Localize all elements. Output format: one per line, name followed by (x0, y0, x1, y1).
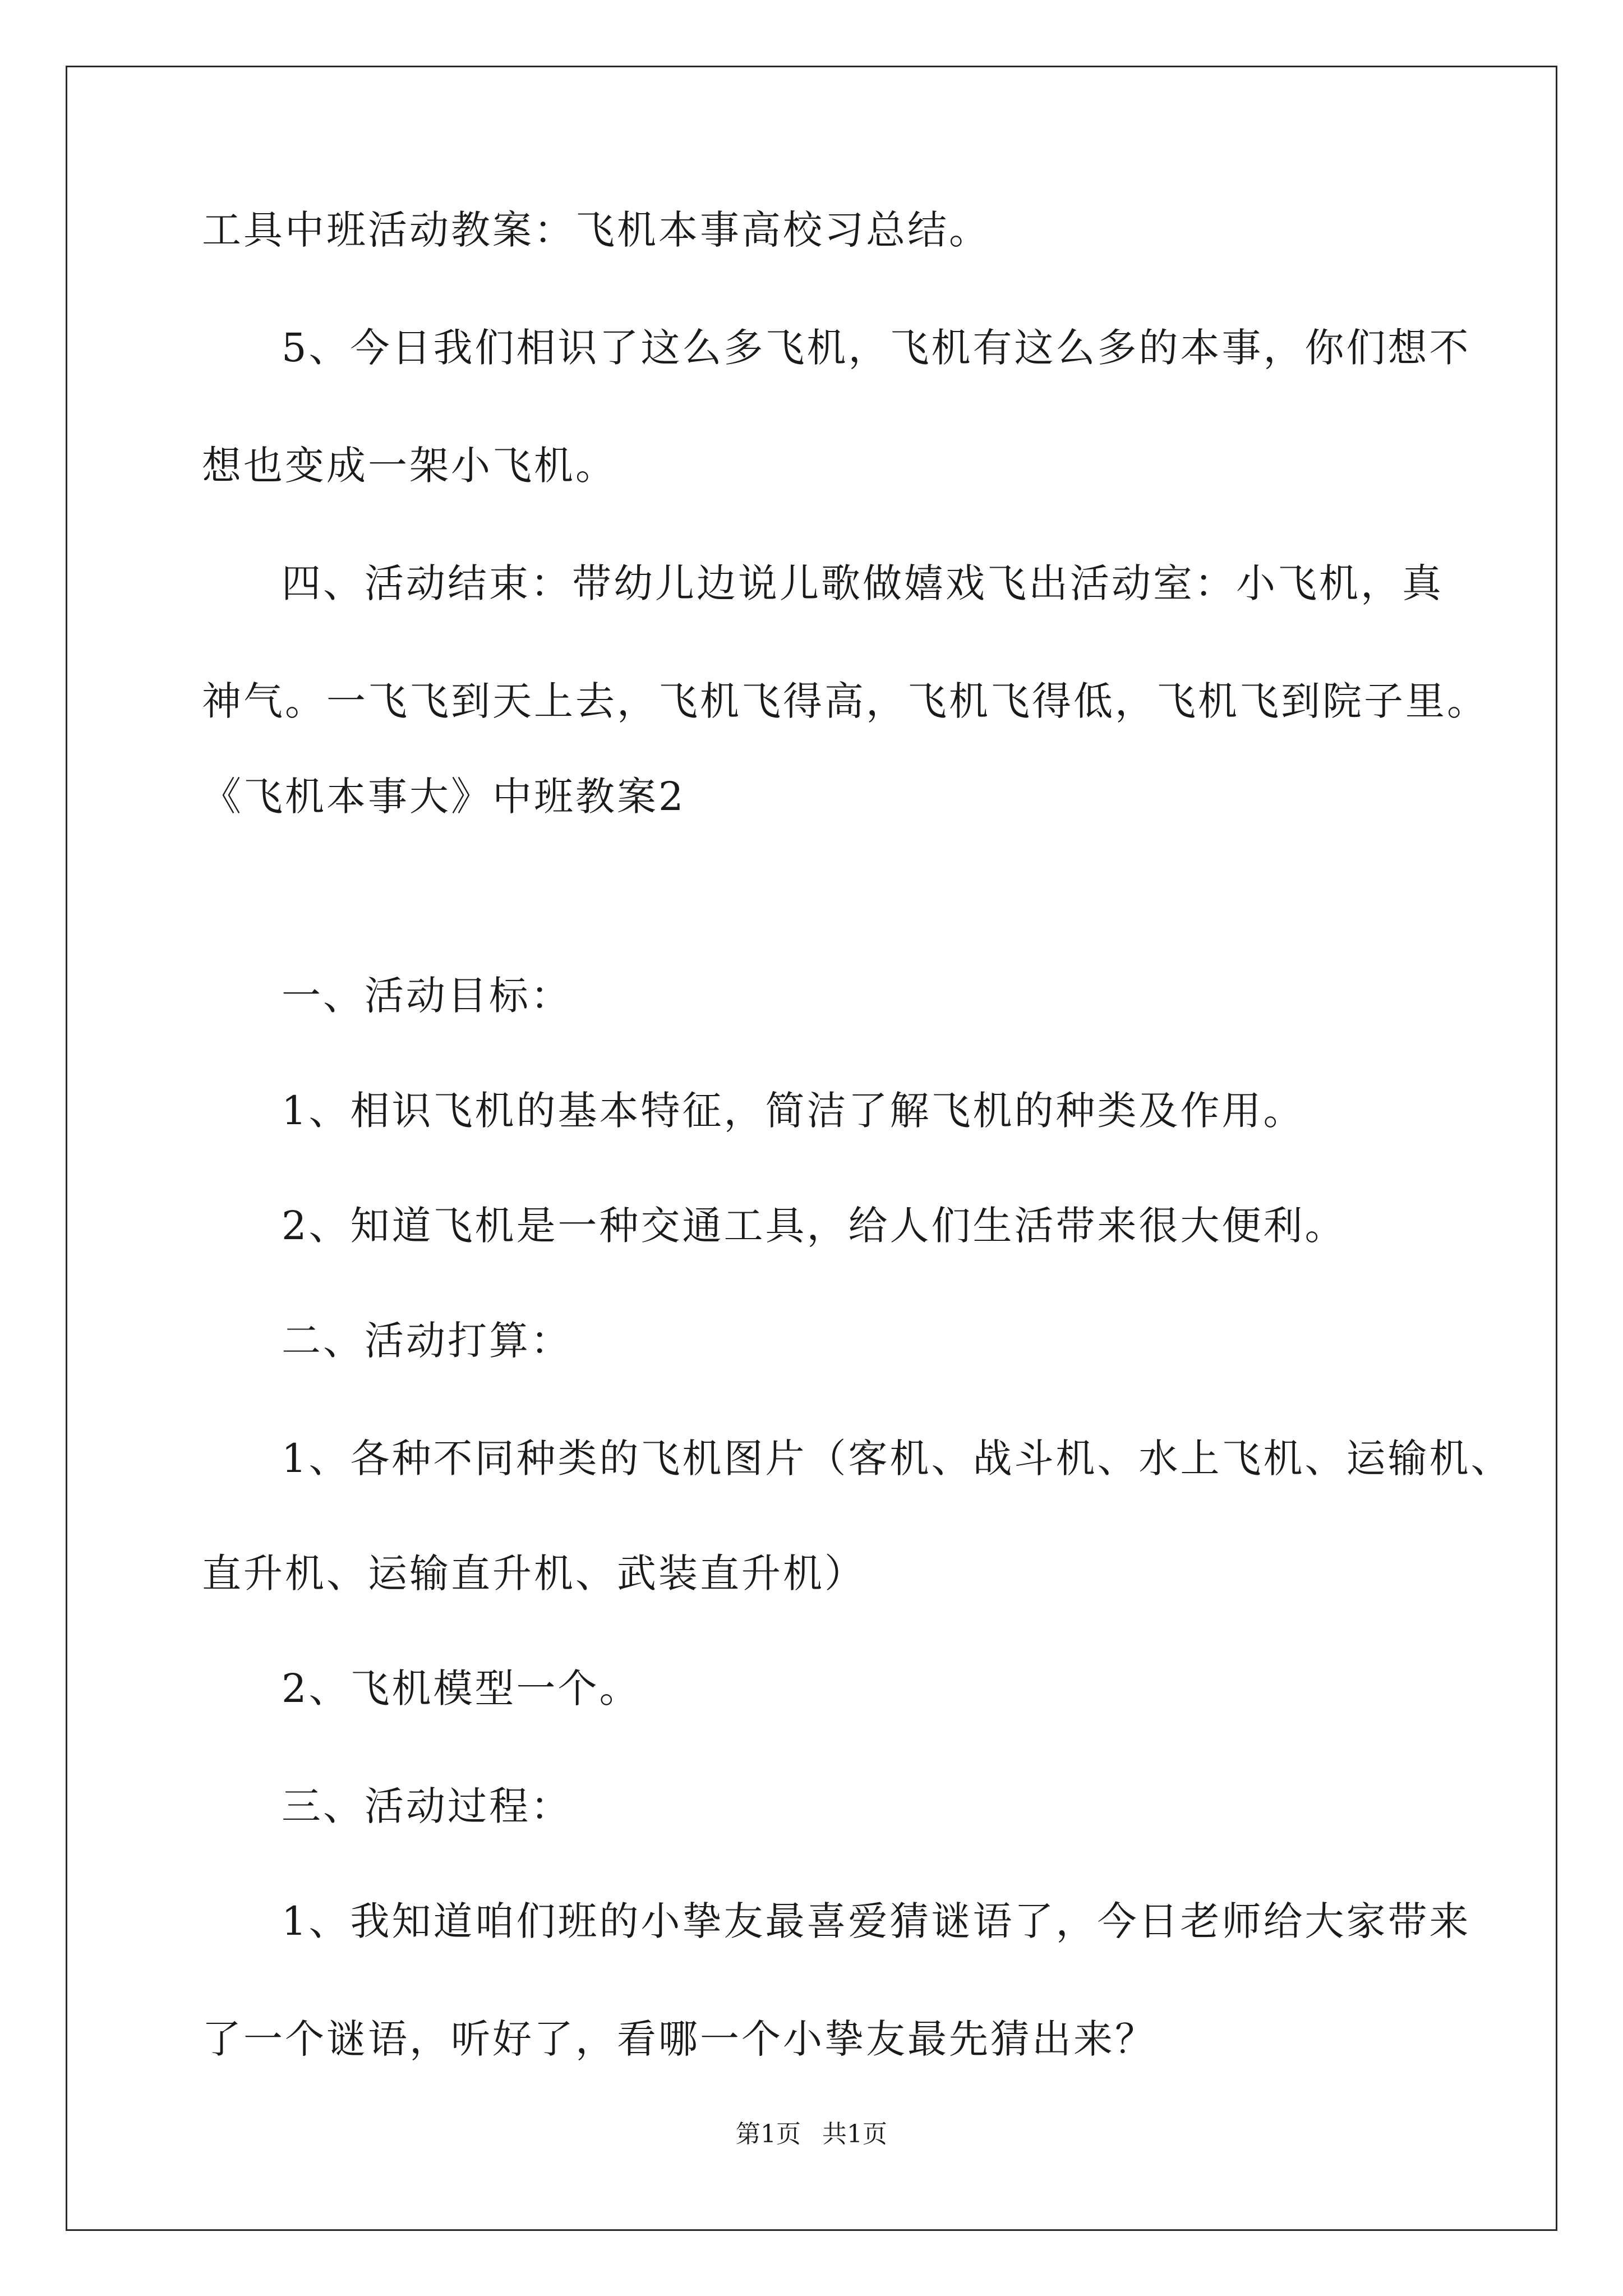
paragraph-line: 2、飞机模型一个。 (282, 1665, 641, 1711)
paragraph-line: 2、知道飞机是一种交通工具，给人们生活带来很大便利。 (282, 1203, 1347, 1249)
paragraph-line: 二、活动打算： (282, 1318, 572, 1364)
paragraph-line: 工具中班活动教案：飞机本事高校习总结。 (202, 207, 990, 253)
paragraph-line: 1、相识飞机的基本特征，简洁了解飞机的种类及作用。 (282, 1088, 1305, 1134)
paragraph-line: 神气。一飞飞到天上去，飞机飞得高，飞机飞得低，飞机飞到院子里。 (202, 678, 1488, 724)
page-footer (0, 2118, 1623, 2151)
paragraph-line: 1、我知道咱们班的小挚友最喜爱猜谜语了，今日老师给大家带来 (282, 1898, 1471, 1944)
paragraph-line: 直升机、运输直升机、武装直升机） (202, 1550, 866, 1596)
section-heading: 《飞机本事大》中班教案2 (202, 774, 686, 820)
paragraph-line: 了一个谜语，听好了，看哪一个小挚友最先猜出来？ (202, 2016, 1156, 2062)
page-number: 第1页 (736, 2120, 801, 2148)
page-total: 共1页 (822, 2120, 887, 2148)
paragraph-line: 想也变成一架小飞机。 (202, 443, 617, 489)
paragraph-line: 四、活动结束：带幼儿边说儿歌做嬉戏飞出活动室：小飞机，真 (282, 560, 1444, 606)
paragraph-line: 1、各种不同种类的飞机图片（客机、战斗机、水上飞机、运输机、 (282, 1435, 1513, 1481)
paragraph-line: 一、活动目标： (282, 973, 572, 1019)
paragraph-line: 5、今日我们相识了这么多飞机，飞机有这么多的本事，你们想不 (282, 325, 1471, 371)
paragraph-line: 三、活动过程： (282, 1783, 572, 1829)
